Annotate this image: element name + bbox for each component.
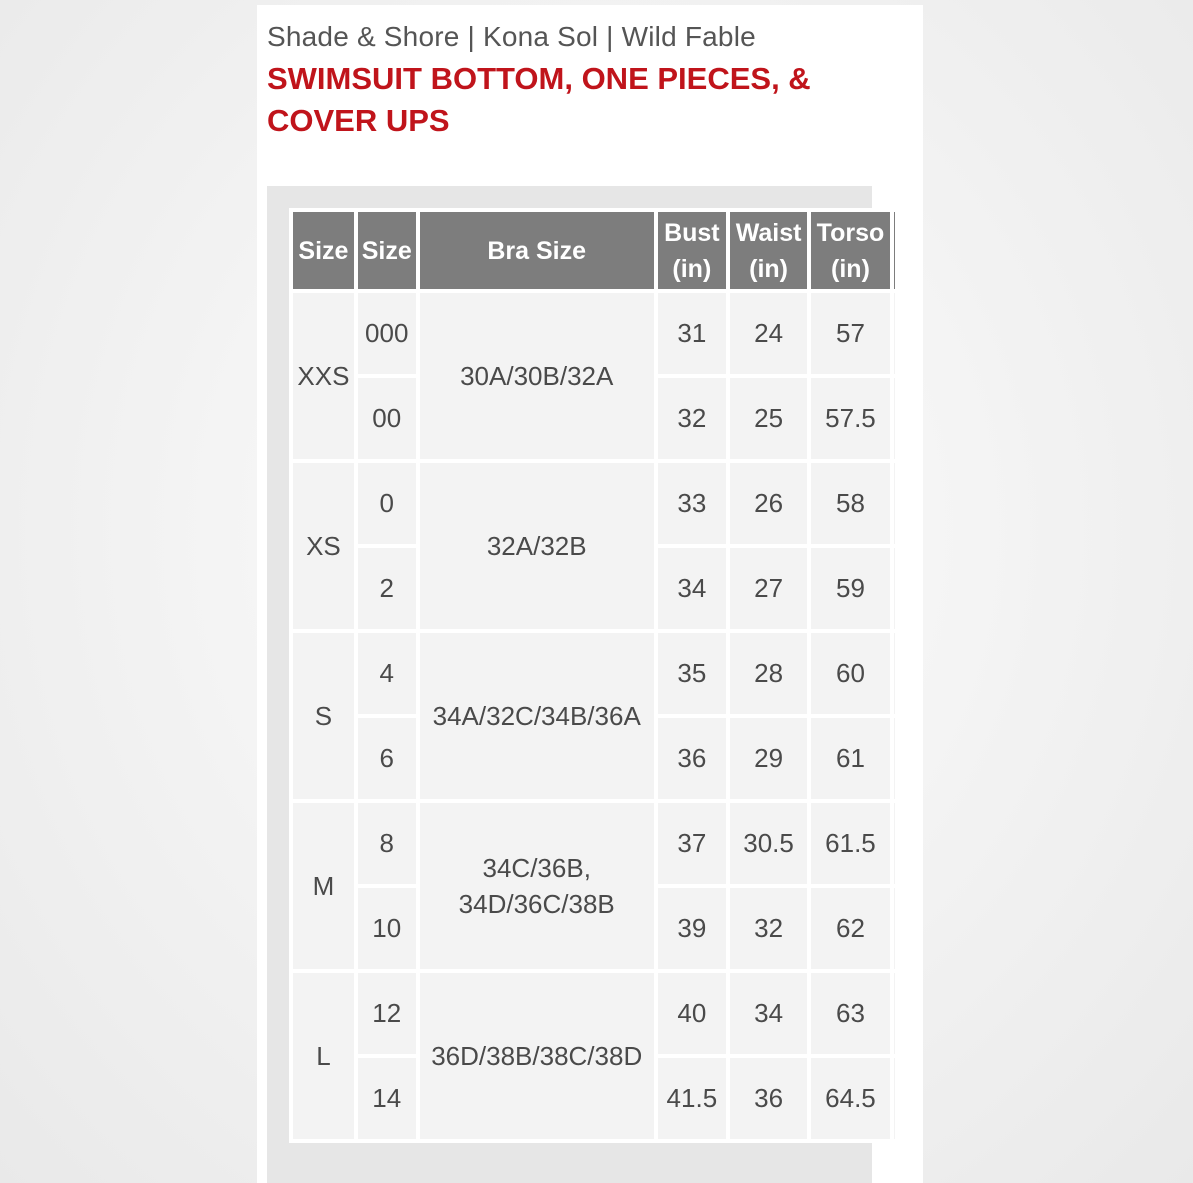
table-row xyxy=(293,803,895,884)
cell-bust: 32 xyxy=(658,378,726,459)
table-row xyxy=(293,633,895,714)
cell-bust: 40 xyxy=(658,973,726,1054)
cell-cut-off xyxy=(894,378,895,459)
page-title: SWIMSUIT BOTTOM, ONE PIECES, & COVER UPS xyxy=(267,61,811,138)
header-bust-unit: (in) xyxy=(672,254,712,283)
cell-size-letter: L xyxy=(293,973,354,1139)
cell-cut-off xyxy=(894,888,895,969)
bra-size-line: 32A/32B xyxy=(486,531,587,561)
cell-torso: 61 xyxy=(811,718,889,799)
table-row xyxy=(293,463,895,544)
table-body xyxy=(293,293,895,1139)
header-waist-unit: (in) xyxy=(749,254,789,283)
header-bust-label: Bust xyxy=(664,218,720,247)
header-cut-off-column xyxy=(894,212,895,289)
cell-size-numeric: 4 xyxy=(358,633,416,714)
cell-cut-off xyxy=(894,973,895,1054)
cell-bust: 37 xyxy=(658,803,726,884)
cell-torso: 57.5 xyxy=(811,378,889,459)
cell-cut-off xyxy=(894,633,895,714)
cell-bust: 31 xyxy=(658,293,726,374)
cell-cut-off xyxy=(894,463,895,544)
bra-size-line: 30A/30B/32A xyxy=(460,361,614,391)
header-waist-label: Waist xyxy=(735,218,802,247)
cell-torso: 61.5 xyxy=(811,803,889,884)
cell-bra-size xyxy=(420,973,654,1139)
cell-bust: 34 xyxy=(658,548,726,629)
header-size-numeric: Size xyxy=(358,212,416,289)
cell-waist: 26 xyxy=(730,463,807,544)
cell-waist: 24 xyxy=(730,293,807,374)
cell-bust: 33 xyxy=(658,463,726,544)
cell-size-numeric: 10 xyxy=(358,888,416,969)
bra-size-line: 36D/38B/38C/38D xyxy=(431,1041,643,1071)
header-size: Size xyxy=(293,212,354,289)
header-torso xyxy=(811,212,889,289)
cell-bust: 41.5 xyxy=(658,1058,726,1139)
cell-torso: 63 xyxy=(811,973,889,1054)
cell-torso: 64.5 xyxy=(811,1058,889,1139)
cell-size-numeric: 2 xyxy=(358,548,416,629)
bra-size-line: 34D/36C/38B xyxy=(458,889,615,919)
cell-size-letter: S xyxy=(293,633,354,799)
table-row xyxy=(293,293,895,374)
cell-torso: 58 xyxy=(811,463,889,544)
cell-cut-off xyxy=(894,803,895,884)
cell-size-numeric: 12 xyxy=(358,973,416,1054)
cell-size-numeric: 8 xyxy=(358,803,416,884)
cell-bust: 35 xyxy=(658,633,726,714)
header-torso-unit: (in) xyxy=(831,254,870,283)
cell-cut-off xyxy=(894,1058,895,1139)
cell-waist: 36 xyxy=(730,1058,807,1139)
cell-bra-size xyxy=(420,633,654,799)
cell-bust: 39 xyxy=(658,888,726,969)
size-chart-page xyxy=(257,5,923,1183)
header-bra-size: Bra Size xyxy=(420,212,654,289)
cell-bra-size xyxy=(420,463,654,629)
cell-torso: 57 xyxy=(811,293,889,374)
cell-bust: 36 xyxy=(658,718,726,799)
cell-bra-size xyxy=(420,803,654,969)
cell-torso: 60 xyxy=(811,633,889,714)
cell-size-numeric: 0 xyxy=(358,463,416,544)
table-viewport[interactable] xyxy=(289,208,895,1183)
cell-bra-size xyxy=(420,293,654,459)
cell-size-letter: XS xyxy=(293,463,354,629)
cell-waist: 34 xyxy=(730,973,807,1054)
cell-size-numeric: 14 xyxy=(358,1058,416,1139)
brand-list: Shade & Shore | Kona Sol | Wild Fable xyxy=(267,21,756,52)
cell-cut-off xyxy=(894,718,895,799)
header-torso-label: Torso xyxy=(816,218,885,247)
table-panel xyxy=(267,186,885,1183)
cell-cut-off xyxy=(894,548,895,629)
cell-size-numeric: 00 xyxy=(358,378,416,459)
header-bust xyxy=(658,212,726,289)
cell-waist: 27 xyxy=(730,548,807,629)
cell-waist: 28 xyxy=(730,633,807,714)
cell-torso: 62 xyxy=(811,888,889,969)
cell-waist: 25 xyxy=(730,378,807,459)
cell-size-letter: M xyxy=(293,803,354,969)
cell-cut-off xyxy=(894,293,895,374)
size-chart-table xyxy=(289,208,895,1143)
bra-size-line: 34A/32C/34B/36A xyxy=(432,701,641,731)
header-waist xyxy=(730,212,807,289)
cell-waist: 30.5 xyxy=(730,803,807,884)
cell-size-letter: XXS xyxy=(293,293,354,459)
cell-waist: 29 xyxy=(730,718,807,799)
table-header-row xyxy=(293,212,895,289)
cell-torso: 59 xyxy=(811,548,889,629)
cell-waist: 32 xyxy=(730,888,807,969)
cell-size-numeric: 000 xyxy=(358,293,416,374)
table-row xyxy=(293,973,895,1054)
bra-size-line: 34C/36B, xyxy=(482,853,591,883)
cell-size-numeric: 6 xyxy=(358,718,416,799)
